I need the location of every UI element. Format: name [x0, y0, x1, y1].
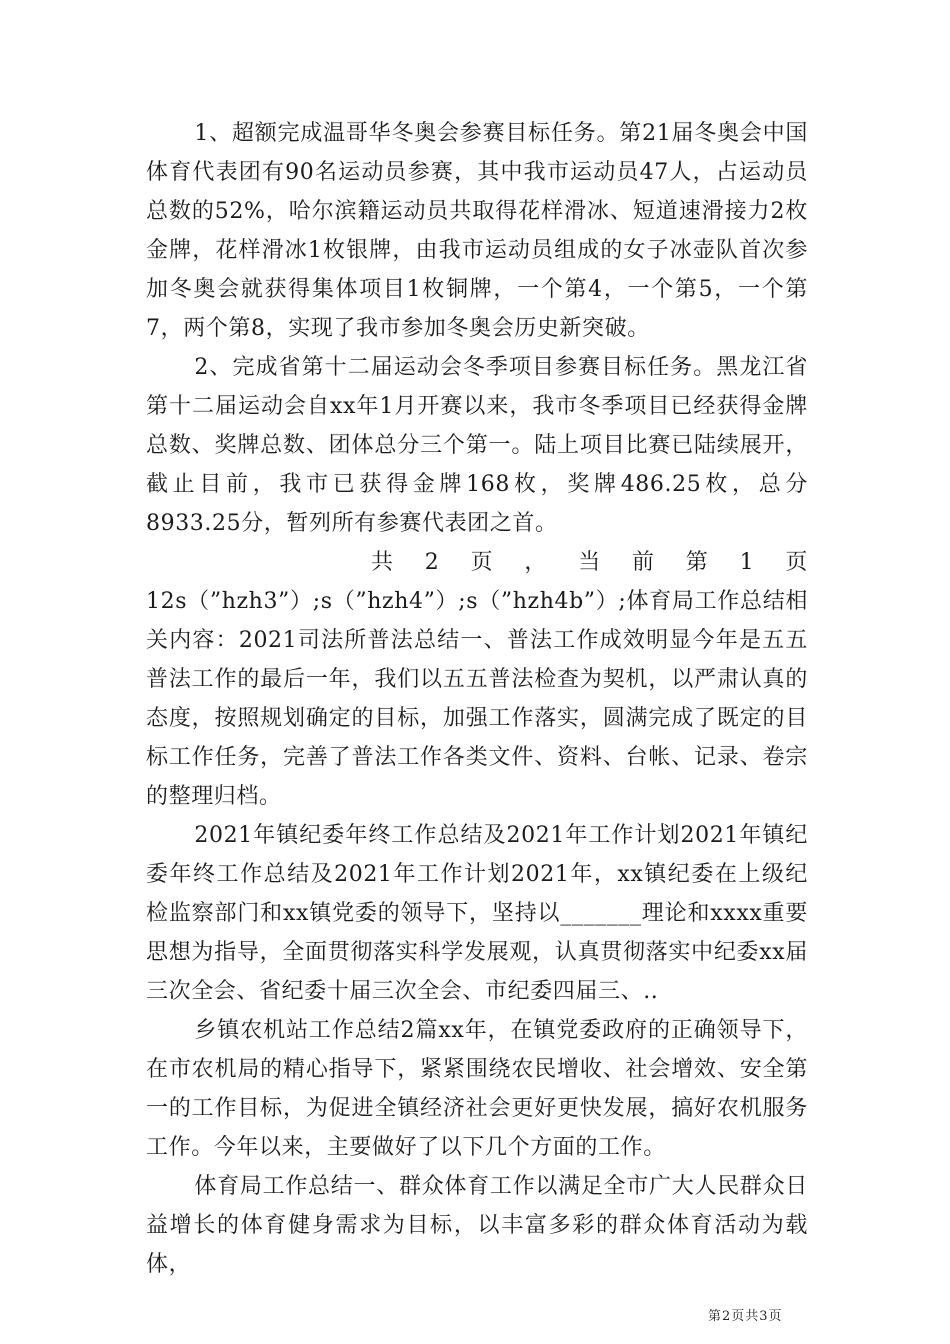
page-counter-char: 页 [785, 550, 808, 575]
paragraph-discipline-committee: 2021年镇纪委年终工作总结及2021年工作计划2021年镇纪委年终工作总结及2021年工作计划2021年，xx镇纪委在上级纪检监察部门和xx镇党委的领导下，坚持以_______理论和xxxx重要思想为指导，全面贯彻落实科学发展观，认真贯彻落实中纪委xx届三次全会、省纪委十届三次全会、市纪委四届三、.. [146, 823, 808, 1004]
paragraph-winter-olympics: 1、超额完成温哥华冬奥会参赛目标任务。第21届冬奥会中国体育代表团有90名运动员参赛，其中我市运动员47人，占运动员总数的52%，哈尔滨籍运动员共取得花样滑冰、短道速滑接力2枚金牌，花样滑冰1枚银牌，由我市运动员组成的女子冰壶队首次参加冬奥会就获得集体项目1枚铜牌，一个第4，一个第5，一个第7，两个第8，实现了我市参加冬奥会历史新突破。 [146, 121, 808, 341]
paragraph-agri-machinery: 乡镇农机站工作总结2篇xx年，在镇党委政府的正确领导下，在市农机局的精心指导下，紧紧围绕农民增收、社会增效、安全第一的工作目标，为促进全镇经济社会更好更快发展，搞好农机服务工作。今年以来，主要做好了以下几个方面的工作。 [146, 1018, 808, 1160]
page-counter-line [146, 543, 808, 582]
document-body [146, 114, 808, 1284]
paragraph-provincial-games: 2、完成省第十二届运动会冬季项目参赛目标任务。黑龙江省第十二届运动会自xx年1月开赛以来，我市冬季项目已经获得金牌总数、奖牌总数、团体总分三个第一。陆上项目比赛已陆续展开，截止目前，我市已获得金牌168枚，奖牌486.25枚，总分8933.25分，暂列所有参赛代表团之首。 [146, 355, 808, 536]
page-number-footer: 第2页共3页 [708, 1309, 783, 1324]
page-counter-char: ， [524, 550, 547, 575]
page-counter-char: 前 [631, 550, 655, 575]
paragraph-related-content: 12s（”hzh3”）;s（”hzh4”）;s（”hzh4b”）;体育局工作总结相关内容：2021司法所普法总结一、普法工作成效明显今年是五五普法工作的最后一年，我们以五五普法检查为契机，以严肃认真的态度，按照规划确定的目标，加强工作落实，圆满完成了既定的目标工作任务，完善了普法工作各类文件、资料、台帐、记录、卷宗的整理归档。 [146, 589, 808, 809]
page-counter-char: 共 [371, 550, 394, 575]
page-counter-char: 2 [424, 550, 440, 575]
paragraph-sports-bureau: 体育局工作总结一、群众体育工作以满足全市广大人民群众日益增长的体育健身需求为目标，以丰富多彩的群众体育活动为载体， [146, 1174, 808, 1277]
page-counter-char: 1 [739, 550, 755, 575]
page-counter-char: 页 [470, 550, 494, 575]
page-counter-char: 当 [578, 550, 601, 575]
page-counter-char: 第 [685, 550, 709, 575]
